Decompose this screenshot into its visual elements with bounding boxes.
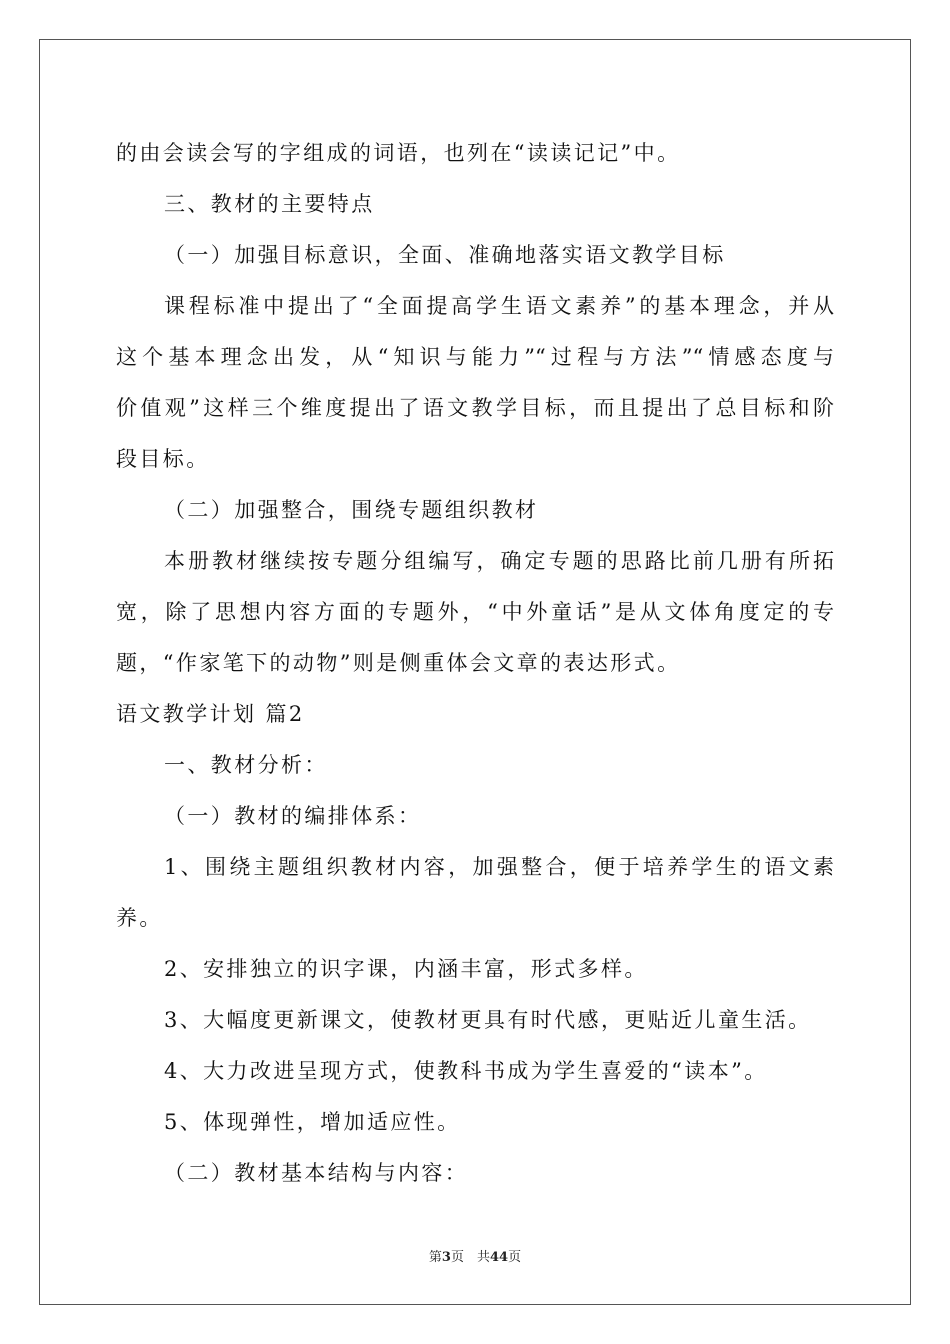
footer-suffix: 页 bbox=[508, 1250, 522, 1265]
text-line: 宽，除了思想内容方面的专题外，“中外童话”是从文体角度定的专 bbox=[116, 600, 834, 624]
text-line: 这个基本理念出发，从“知识与能力”“过程与方法”“情感态度与 bbox=[116, 345, 834, 369]
list-item: 5、体现弹性，增加适应性。 bbox=[164, 1110, 461, 1134]
list-item: 3、大幅度更新课文，使教材更具有时代感，更贴近儿童生活。 bbox=[164, 1008, 812, 1032]
text-line: 养。 bbox=[116, 906, 163, 930]
subsection-heading: （一）教材的编排体系： bbox=[164, 804, 422, 828]
text-line: 段目标。 bbox=[116, 447, 210, 471]
section-heading: 一、教材分析： bbox=[164, 753, 328, 777]
footer-total-pages: 44 bbox=[489, 1250, 509, 1265]
text-line: 价值观”这样三个维度提出了语文教学目标，而且提出了总目标和阶 bbox=[116, 396, 834, 420]
text-line: 的由会读会写的字组成的词语，也列在“读读记记”中。 bbox=[116, 141, 681, 165]
text-line: 本册教材继续按专题分组编写，确定专题的思路比前几册有所拓 bbox=[164, 549, 834, 573]
list-item: 1、围绕主题组织教材内容，加强整合，便于培养学生的语文素 bbox=[164, 855, 834, 879]
subsection-heading: （一）加强目标意识，全面、准确地落实语文教学目标 bbox=[164, 243, 726, 267]
article-heading: 语文教学计划 篇2 bbox=[116, 702, 305, 726]
subsection-heading: （二）加强整合，围绕专题组织教材 bbox=[164, 498, 539, 522]
subsection-heading: （二）教材基本结构与内容： bbox=[164, 1161, 469, 1185]
text-line: 题，“作家笔下的动物”则是侧重体会文章的表达形式。 bbox=[116, 651, 681, 675]
section-heading: 三、教材的主要特点 bbox=[164, 192, 375, 216]
footer-page-number: 3 bbox=[441, 1250, 451, 1265]
footer-prefix: 第 bbox=[428, 1250, 442, 1265]
list-item: 2、安排独立的识字课，内涵丰富，形式多样。 bbox=[164, 957, 648, 981]
list-item: 4、大力改进呈现方式，使教科书成为学生喜爱的“读本”。 bbox=[164, 1059, 768, 1083]
footer-mid: 页 共 bbox=[450, 1250, 490, 1265]
text-line: 课程标准中提出了“全面提高学生语文素养”的基本理念，并从 bbox=[164, 294, 834, 318]
page-footer bbox=[0, 1246, 950, 1265]
document-body bbox=[116, 128, 834, 1199]
